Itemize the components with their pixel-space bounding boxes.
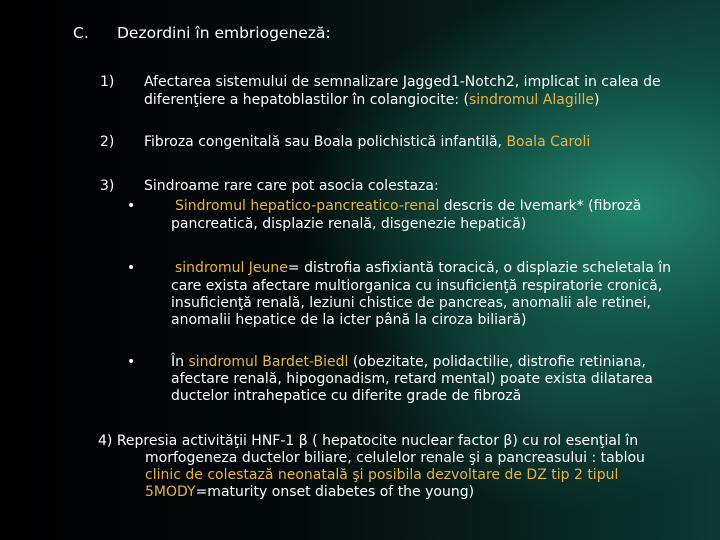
bullet-2-line-4: anomalii hepatice de la icter până la ciroza biliară) xyxy=(171,312,527,328)
section-title: Dezordini în embriogeneză: xyxy=(117,24,331,42)
item-1-line-1: Afectarea sistemului de semnalizare Jagged1-Notch2, implicat in calea de xyxy=(144,74,661,90)
caroli-disease: Boala Caroli xyxy=(506,134,591,150)
item-2-number: 2) xyxy=(100,134,115,150)
bardet-biedl-syndrome: sindromul Bardet-Biedl xyxy=(188,354,349,370)
bullet-2-line-3: insuficienţă renală, leziuni chistice de pancreas, anomalii ale retinei, xyxy=(171,295,651,311)
bullet-3-prefix: În xyxy=(171,354,189,370)
section-letter: C. xyxy=(73,24,89,42)
bullet-3-text: (obezitate, polidactilie, distrofie retiniana, xyxy=(348,354,646,370)
alagille-syndrome-link: sindromul Alagille xyxy=(468,92,594,108)
item-3-number: 3) xyxy=(100,178,115,194)
ivemark-syndrome: Sindromul hepatico-pancreatico-renal xyxy=(175,198,440,214)
item-2-text: Fibroza congenitală sau Boala polichistică infantilă, xyxy=(144,134,507,150)
item-1-number: 1) xyxy=(100,74,115,90)
bullet-2: • xyxy=(127,260,136,276)
bullet-2-line-1 xyxy=(175,260,671,277)
bullet-3-line-1 xyxy=(171,354,646,371)
bullet-1: • xyxy=(127,198,136,214)
item-4-line-1: 4) Represia activităţii HNF-1 β ( hepatocite nuclear factor β) cu rol esenţial în xyxy=(98,433,639,449)
bullet-3: • xyxy=(127,354,136,370)
bullet-3-line-3: ductelor intrahepatice cu diferite grade de fibroză xyxy=(171,388,522,404)
bullet-2-text: = distrofia asfixiantă toracică, o displazie scheletala în xyxy=(287,260,671,276)
item-3-intro: Sindroame rare care pot asocia colestaza: xyxy=(144,178,439,194)
jeune-syndrome: sindromul Jeune xyxy=(175,260,288,276)
item-1-text: diferenţiere a hepatoblastilor în colangiocite: ( xyxy=(144,92,469,108)
mody-term: 5MODY xyxy=(145,484,196,500)
item-4-line-3: clinic de colestază neonatală şi posibila dezvoltare de DZ tip 2 tipul xyxy=(145,467,619,483)
bullet-1-line-2: pancreatică, displazie renală, disgenezie hepatică) xyxy=(171,216,527,232)
bullet-3-line-2: afectare renală, hipogonadism, retard mental) poate exista dilatarea xyxy=(171,371,653,387)
item-1-close: ) xyxy=(594,92,600,108)
item-2-line xyxy=(144,134,590,151)
bullet-2-line-2: care exista afectare multiorganica cu insuficienţă respiratorie cronică, xyxy=(171,278,663,294)
bullet-1-line-1 xyxy=(175,198,641,215)
bullet-1-text: descris de Ivemark* (fibroză xyxy=(439,198,642,214)
item-4-line-2: morfogeneza ductelor biliare, celulelor renale şi a pancreasului : tablou xyxy=(145,450,645,466)
item-4-line-4 xyxy=(145,484,474,501)
item-1-line-2 xyxy=(144,92,599,109)
mody-definition: =maturity onset diabetes of the young) xyxy=(195,484,475,500)
